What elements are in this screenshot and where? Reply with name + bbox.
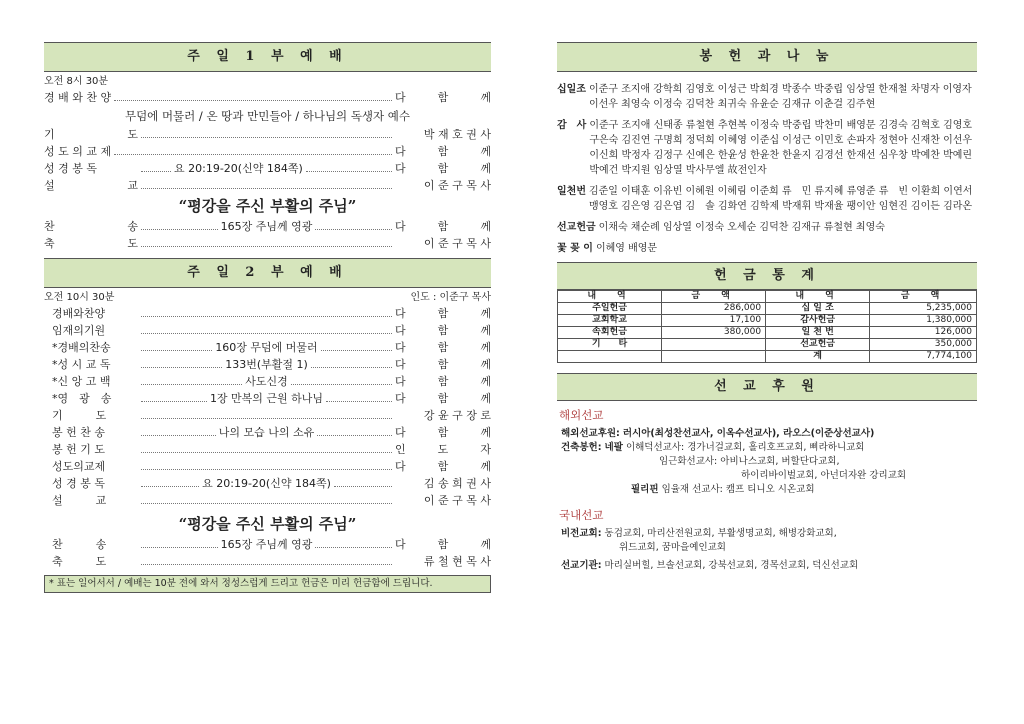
sermon-title-2: “평강을 주신 부활의 주님” xyxy=(178,515,357,533)
service2-row: 경배와찬양 다 함 께 xyxy=(52,307,491,320)
offering-item: 감 사 이준구 조지애 신태종 류철현 추현복 이정숙 박중립 박찬미 배영문 김경숙 김혁호 김영호 구은숙 김진연 구명희 정덕희 이혜영 이준십 이성근 이민호 손파자 정현아 신재찬 이선우 이신희 박정자 김정구 신예은 한윤성 한윤찬 한윤지 김경선 한재선 심우창 박예찬 박예린 박예건 박지원 임상열 박사무엘 故전인자 xyxy=(557,120,973,176)
service2-info: 오전 10시 30분 인도 : 이준구 목사 xyxy=(44,292,491,303)
praise-songs: 무덤에 머물러 / 온 땅과 만민들아 / 하나님의 독생자 예수 xyxy=(124,109,411,123)
table-row: 계 7,774,100 xyxy=(558,351,977,363)
service2-row: *성 시 교 독 133번(부활절 1) 다 함 께 xyxy=(52,358,491,371)
right-column xyxy=(557,42,977,573)
service2-row: 설 교 이 준 구 목 사 xyxy=(52,494,491,507)
service2-row: 성도의교제 다 함 께 xyxy=(52,460,491,473)
table-header: 내 역 xyxy=(558,291,662,303)
service2-row: 임재의기원 다 함 께 xyxy=(52,324,491,337)
offering-item: 선교헌금 이채숙 채순례 임상열 이정숙 오세순 김덕찬 김재규 류철현 최영숙 xyxy=(557,222,885,233)
table-row: 교회학교 17,100 감사헌금 1,380,000 xyxy=(558,315,977,327)
service1-row: 기 도 박 재 호 권 사 xyxy=(44,128,491,141)
left-column xyxy=(44,42,491,593)
service2-row: 축 도 류 철 현 목 사 xyxy=(52,555,491,568)
offering-item: 꽃 꽂 이 이혜영 배영문 xyxy=(557,243,658,254)
service2-row: *영 광 송 1장 만복의 근원 하나님 다 함 께 xyxy=(52,392,491,405)
table-row: 주일헌금 286,000 십 일 조 5,235,000 xyxy=(558,303,977,315)
sermon-title: “평강을 주신 부활의 주님” xyxy=(178,197,357,215)
mission-title: 선 교 후 원 xyxy=(557,373,977,401)
service2-row: 봉 헌 기 도 인 도 자 xyxy=(52,443,491,456)
service2-row: 성 경 봉 독 요 20:19-20(신약 184쪽) 김 송 희 권 사 xyxy=(52,477,491,490)
service2-row: *경배의찬송 160장 무덤에 머물러 다 함 께 xyxy=(52,341,491,354)
service2-row: 찬 송 165장 주님께 영광 다 함 께 xyxy=(52,538,491,551)
offering-stats-table xyxy=(557,290,977,363)
service1-time: 오전 8시 30분 xyxy=(44,76,109,87)
stats-title: 헌 금 통 계 xyxy=(557,262,977,290)
service2-row: 기 도 강 윤 구 장 로 xyxy=(52,409,491,422)
offering-item: 십일조 이준구 조지애 강학희 김영호 이성근 박희경 박종수 박중립 임상열 한재철 차명자 이영자 이선우 최영숙 이정숙 김덕찬 최귀숙 유윤순 김재규 이춘걸 김주현 xyxy=(557,84,972,110)
service1-row: 설 교 이 준 구 목 사 xyxy=(44,179,491,192)
service1-row: 성 경 봉 독 요 20:19-20(신약 184쪽) 다 함 께 xyxy=(44,162,491,175)
table-header: 금 액 xyxy=(662,291,766,303)
table-row: 기 타 선교헌금 350,000 xyxy=(558,339,977,351)
service1-row: 찬 송 165장 주님께 영광 다 함 께 xyxy=(44,220,491,233)
service-note: * 표는 일어서서 / 예배는 10분 전에 와서 정성스럽게 드리고 헌금은 미리 헌금함에 드립니다. xyxy=(44,575,491,593)
service2-row: *신 앙 고 백 사도신경 다 함 께 xyxy=(52,375,491,388)
service2-row: 봉 헌 찬 송 나의 모습 나의 소유 다 함 께 xyxy=(52,426,491,439)
offering-title: 봉 헌 과 나 눔 xyxy=(557,42,977,72)
domestic-list: 비전교회: 동검교회, 마리산전원교회, 부활생명교회, 해병강화교회, 위드교회, 꿈마을예인교회 선교기관: 마리실버힐, 브솔선교회, 강북선교회, 경목선교회, 덕신선교회 xyxy=(561,528,859,571)
service1-row: 경 배 와 찬 양 다 함 께 xyxy=(44,91,491,104)
table-header: 금 액 xyxy=(870,291,977,303)
service1-row: 성 도 의 교 제 다 함 께 xyxy=(44,145,491,158)
service1-row: 축 도 이 준 구 목 사 xyxy=(44,237,491,250)
overseas-list: 해외선교후원: 러시아(최성찬선교사, 이옥수선교사), 라오스(이준상선교사) 건축봉헌: 네팔 이해덕선교사: 경가너걸교회, 홀리호프교회, 삐라하니교회 임근화선교사: 아비나스교회, 버할단다교회, 하이리바이벌교회, 아넌더자완 강리교회 필리핀 임율재 선교사: 캠프 티니오 시온교회 xyxy=(561,428,907,495)
table-header: 내 역 xyxy=(766,291,870,303)
service2-title: 주 일 2 부 예 배 xyxy=(44,258,491,288)
service2-order xyxy=(44,305,491,509)
overseas-heading: 해외선교 xyxy=(559,408,604,422)
domestic-heading: 국내선교 xyxy=(559,508,604,522)
table-row: 속회헌금 380,000 일 천 번 126,000 xyxy=(558,327,977,339)
offering-list xyxy=(557,82,977,256)
service1-title: 주 일 1 부 예 배 xyxy=(44,42,491,72)
offering-item: 일천번 김준일 이태훈 이유빈 이혜원 이혜림 이준희 류 민 류지혜 류영준 류 빈 이환희 이연서 맹영호 김은영 김은엽 김 솔 김화연 김학제 박재휘 박재율 팽이안 임현진 김이든 김라온 xyxy=(557,186,973,212)
